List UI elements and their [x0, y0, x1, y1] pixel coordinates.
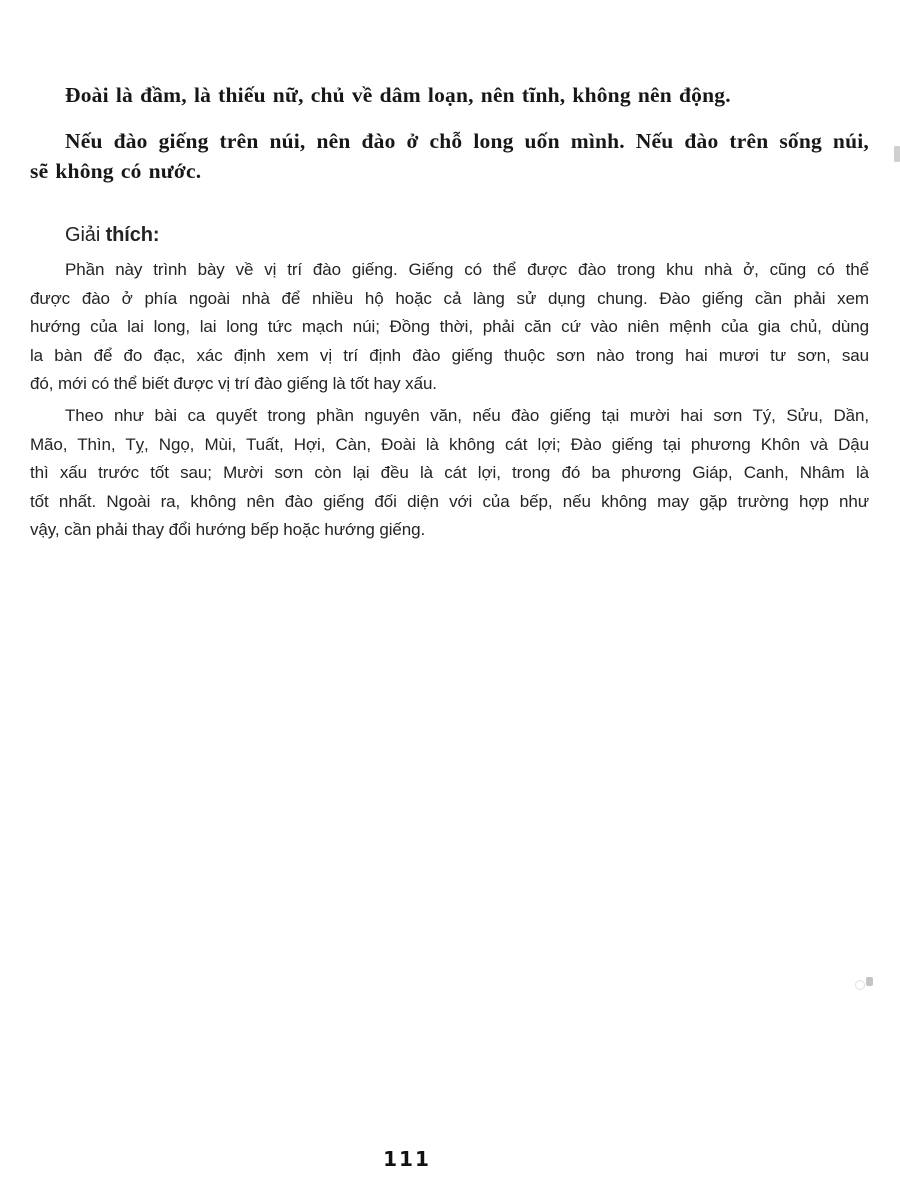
text-line: Theo như bài ca quyết trong phần nguyên văn, nếu đào giếng tại mười hai sơn Tý, Sửu, Dần,	[65, 406, 869, 425]
text-line: được đào ở phía ngoài nhà để nhiều hộ hoặc cả làng sử dụng chung. Đào giếng cần phải xem	[30, 288, 869, 308]
scan-artifact-edge-dash	[894, 146, 900, 162]
page-number: 111	[383, 1147, 431, 1171]
explanation-paragraph-2	[30, 402, 869, 545]
text-line: Đoài là đầm, là thiếu nữ, chủ về dâm loạn, nên tĩnh, không nên động.	[65, 83, 731, 107]
text-line: thì xấu trước tốt sau; Mười sơn còn lại đều là cát lợi, trong đó ba phương Giáp, Canh, Nhâm là	[30, 463, 869, 482]
heading-text: Giải	[65, 224, 106, 246]
text-line: la bàn để đo đạc, xác định xem vị trí định đào giếng thuộc sơn nào trong hai mươi tư sơn, sau	[30, 345, 869, 365]
intro-paragraph-1	[30, 80, 869, 110]
text-line: Mão, Thìn, Tỵ, Ngọ, Mùi, Tuất, Hợi, Càn, Đoài là không cát lợi; Đào giếng tại phương Khôn và Dậu	[30, 434, 869, 454]
text-line: Nếu đào giếng trên núi, nên đào ở chỗ long uốn mình. Nếu đào trên sống núi,	[65, 129, 869, 153]
scan-artifact-speck	[866, 977, 873, 986]
text-line: tốt nhất. Ngoài ra, không nên đào giếng đối diện với của bếp, nếu không may gặp trường hợp như	[30, 491, 869, 511]
text-line: hướng của lai long, lai long tức mạch núi; Đồng thời, phải căn cứ vào niên mệnh của gia chủ, dùng	[30, 317, 869, 336]
text-line: Phần này trình bày về vị trí đào giếng. Giếng có thể được đào trong khu nhà ở, cũng có thể	[65, 260, 869, 279]
text-line: đó, mới có thể biết được vị trí đào giếng là tốt hay xấu.	[30, 374, 437, 393]
section-heading	[65, 222, 159, 248]
scan-artifact-speck-ring	[855, 980, 865, 990]
heading-text-bold: thích:	[105, 224, 160, 246]
text-line: vậy, cần phải thay đổi hướng bếp hoặc hướng giếng.	[30, 520, 426, 539]
intro-paragraph-2	[30, 126, 869, 186]
explanation-paragraph-1	[30, 256, 869, 399]
text-line: sẽ không có nước.	[30, 159, 202, 183]
